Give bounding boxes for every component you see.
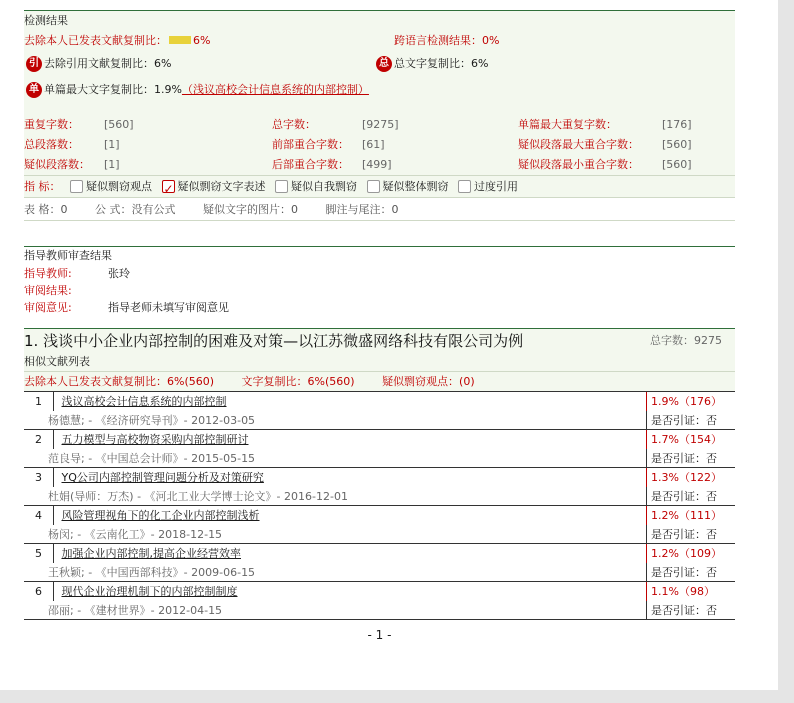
single-max-ratio: [26, 77, 369, 103]
section-total-chars: 总字数：9275: [650, 334, 722, 347]
indicator-label-2: 疑似自我剽窃: [291, 180, 357, 193]
reference-title-link[interactable]: YQ公司内部控制管理问题分析及对策研究: [61, 471, 264, 484]
formulas-info: 公 式：没有公式: [95, 203, 176, 216]
detect-row-2: [24, 51, 735, 77]
total-copy-value: 6%: [471, 57, 489, 70]
reference-title-row: [24, 430, 735, 449]
detect-row-1: [24, 31, 735, 51]
advisor-title: 指导教师审查结果: [24, 249, 112, 262]
indicator-label-3: 疑似整体剽窃: [382, 180, 449, 193]
total-badge-icon: 总: [376, 56, 392, 72]
reference-cite: 是否引证：否: [646, 449, 735, 468]
section-summary-row: [24, 371, 735, 391]
footnotes-count: 脚注与尾注：0: [325, 203, 399, 216]
exclude-quote-value: 6%: [154, 57, 172, 70]
indicators-label: 指 标：: [24, 180, 61, 193]
indicators-row: [24, 175, 735, 197]
reference-0: [24, 392, 735, 430]
reference-source-row: [24, 563, 735, 582]
reference-title-link[interactable]: 现代企业治理机制下的内部控制制度: [61, 585, 238, 598]
teacher-label: 指导教师:: [24, 267, 72, 280]
section-exclude-self: 去除本人已发表文献复制比：6%(560): [24, 375, 215, 388]
reference-cite: 是否引证：否: [646, 411, 735, 430]
repeat-chars-label: 重复字数：: [24, 118, 79, 131]
reference-3: [24, 506, 735, 544]
reference-number: 1: [24, 392, 54, 411]
total-paras-label: 总段落数：: [24, 138, 79, 151]
reference-source-row: [24, 411, 735, 430]
reference-number: 4: [24, 506, 54, 525]
front-overlap-value: [61]: [362, 138, 385, 151]
similar-list-label: 相似文献列表: [24, 355, 90, 368]
advisor-teacher-row: [24, 265, 735, 282]
indicator-label-4: 过度引用: [474, 180, 518, 193]
opinion-text: 指导老师未填写审阅意见: [108, 301, 229, 314]
ratio-bar: [169, 36, 191, 44]
sus-paras-value: [1]: [104, 158, 120, 171]
reference-source: 杨德慧; - 《经济研究导刊》- 2012-03-05: [48, 414, 256, 427]
total-chars-label: 总字数：: [272, 118, 316, 131]
indicator-label-1: 疑似剽窃文字表述: [177, 180, 266, 193]
indicator-checkbox-1[interactable]: [162, 180, 175, 193]
reference-source: 范良导; - 《中国总会计师》- 2015-05-15: [48, 452, 256, 465]
sus-paras-label: 疑似段落数：: [24, 158, 90, 171]
reference-source: 王秋颖; - 《中国西部科技》- 2009-06-15: [48, 566, 256, 579]
sus-para-max-label: 疑似段落最大重合字数：: [518, 138, 639, 151]
result-label: 审阅结果:: [24, 284, 72, 297]
single-badge-icon: 单: [26, 82, 42, 98]
reference-cite: 是否引证：否: [646, 525, 735, 544]
single-max-paper-link[interactable]: （浅议高校会计信息系统的内部控制）: [181, 83, 369, 96]
back-overlap-value: [499]: [362, 158, 392, 171]
reference-cite: 是否引证：否: [646, 601, 735, 620]
exclude-self-value: 6%: [193, 34, 211, 47]
reference-source: 杨闵; - 《云南化工》- 2018-12-15: [48, 528, 223, 541]
reference-percent: 1.1%（98）: [646, 582, 735, 601]
single-max-repeat-label: 单篇最大重复字数：: [518, 118, 617, 131]
section-sus-view: 疑似剽窃观点：(0): [382, 375, 475, 388]
exclude-self-label: 去除本人已发表文献复制比：: [24, 34, 167, 47]
reference-percent: 1.2%（111）: [646, 506, 735, 525]
reference-5: [24, 582, 735, 620]
stats-row-1: [24, 115, 735, 135]
detect-box: [24, 11, 735, 197]
reference-number: 5: [24, 544, 54, 563]
indicator-list: [64, 180, 518, 193]
indicator-checkbox-3[interactable]: [367, 180, 380, 193]
indicator-checkbox-4[interactable]: [458, 180, 471, 193]
front-overlap-label: 前部重合字数：: [272, 138, 349, 151]
total-copy-label: 总文字复制比：: [394, 57, 471, 70]
total-paras-value: [1]: [104, 138, 120, 151]
reference-percent: 1.9%（176）: [646, 392, 735, 411]
indicator-checkbox-0[interactable]: [70, 180, 83, 193]
total-chars-value: [9275]: [362, 118, 399, 131]
reference-4: [24, 544, 735, 582]
reference-source-row: [24, 449, 735, 468]
single-max-label: 单篇最大文字复制比：: [44, 83, 154, 96]
section-box: [24, 329, 735, 391]
reference-title-row: [24, 544, 735, 563]
advisor-section: [24, 247, 735, 316]
reference-source: 邵丽; - 《建材世界》- 2012-04-15: [48, 604, 223, 617]
cross-lang-value: 0%: [482, 34, 500, 47]
reference-list: [24, 391, 735, 620]
reference-source-row: [24, 525, 735, 544]
detect-title: 检测结果: [24, 14, 68, 27]
reference-number: 2: [24, 430, 54, 449]
reference-cite: 是否引证：否: [646, 487, 735, 506]
reference-title-row: [24, 582, 735, 601]
exclude-quote-ratio: [26, 51, 171, 77]
reference-percent: 1.3%（122）: [646, 468, 735, 487]
reference-title-link[interactable]: 五力模型与高校物资采购内部控制研讨: [61, 433, 249, 446]
exclude-quote-label: 去除引用文献复制比：: [44, 57, 154, 70]
reference-percent: 1.2%（109）: [646, 544, 735, 563]
advisor-opinion-row: [24, 299, 735, 316]
indicator-label-0: 疑似剽窃观点: [86, 180, 152, 193]
repeat-chars-value: [560]: [104, 118, 134, 131]
reference-percent: 1.7%（154）: [646, 430, 735, 449]
reference-title-row: [24, 468, 735, 487]
reference-cite: 是否引证：否: [646, 563, 735, 582]
single-max-repeat-value: [176]: [662, 118, 692, 131]
report-content: [24, 0, 735, 642]
section-title: 1. 浅谈中小企业内部控制的困难及对策—以江苏微盛网络科技有限公司为例: [24, 332, 524, 350]
section-title-row: [24, 329, 735, 353]
detect-row-3: [24, 77, 735, 103]
exclude-self-ratio: [24, 31, 210, 51]
images-count: 疑似文字的图片：0: [203, 203, 298, 216]
section-text-copy: 文字复制比：6%(560): [241, 375, 355, 388]
reference-title-row: [24, 506, 735, 525]
single-max-value: 1.9%: [154, 83, 182, 96]
sus-para-min-value: [560]: [662, 158, 692, 171]
sus-para-max-value: [560]: [662, 138, 692, 151]
tables-count: 表 格：0: [24, 203, 68, 216]
opinion-label: 审阅意见:: [24, 301, 72, 314]
reference-title-row: [24, 392, 735, 411]
advisor-result-row: [24, 282, 735, 299]
page-number: - 1 -: [367, 628, 392, 642]
reference-2: [24, 468, 735, 506]
reference-source-row: [24, 487, 735, 506]
reference-number: 6: [24, 582, 54, 601]
back-overlap-label: 后部重合字数：: [272, 158, 349, 171]
misc-row: [24, 197, 735, 221]
stats-row-3: [24, 155, 735, 175]
reference-1: [24, 430, 735, 468]
reference-number: 3: [24, 468, 54, 487]
reference-title-link[interactable]: 浅议高校会计信息系统的内部控制: [61, 395, 227, 408]
teacher-name: 张玲: [108, 267, 130, 280]
cross-lang-label: 跨语言检测结果：: [394, 34, 482, 47]
total-copy-ratio: [376, 51, 488, 77]
reference-source: 杜娟(导师：万杰) - 《河北工业大学博士论文》- 2016-12-01: [48, 490, 348, 503]
reference-source-row: [24, 601, 735, 620]
stats-row-2: [24, 135, 735, 155]
indicator-checkbox-2[interactable]: [275, 180, 288, 193]
reference-title-link[interactable]: 加强企业内部控制,提高企业经营效率: [61, 547, 241, 560]
cross-lang-result: [394, 31, 499, 51]
quote-badge-icon: 引: [26, 56, 42, 72]
sus-para-min-label: 疑似段落最小重合字数：: [518, 158, 639, 171]
reference-title-link[interactable]: 风险管理视角下的化工企业内部控制浅析: [61, 509, 260, 522]
